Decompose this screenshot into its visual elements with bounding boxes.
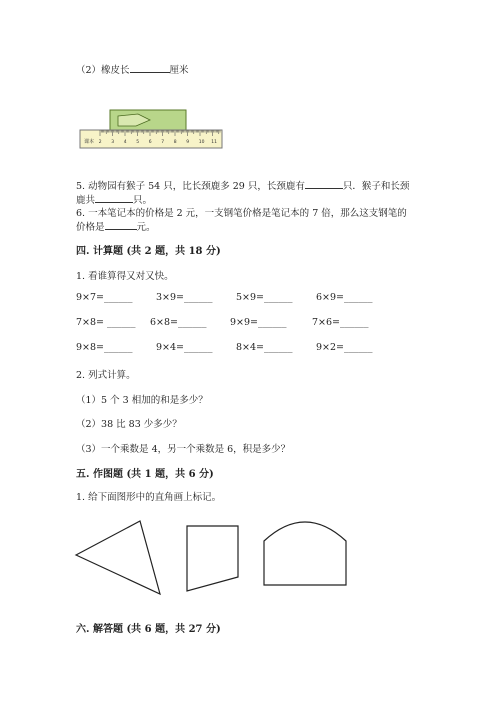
q6-line1: 6. 一本笔记本的价格是 2 元，一支钢笔价格是笔记本的 7 倍，那么这支钢笔的 [76,208,407,219]
section6-title: 六. 解答题 (共 6 题，共 27 分) [76,624,221,635]
arched-shape[interactable] [264,522,346,585]
calc-item[interactable]: 3×9=______ [156,292,213,303]
q2-eraser-text: （2）橡皮长 [76,65,130,76]
calc-item[interactable]: 5×9=______ [236,292,293,303]
calc2-title: 2. 列式计算。 [76,370,136,381]
calc-item[interactable]: 6×8=______ [150,317,207,328]
ruler-number: 3 [111,140,115,145]
calc2-item-3: （3）一个乘数是 4，另一个乘数是 6，积是多少？ [76,444,291,455]
triangle-shape[interactable] [76,521,160,594]
ruler-number: 6 [148,140,152,145]
draw1-title: 1. 给下面图形中的直角画上标记。 [76,492,222,503]
section5-title: 五. 作图题 (共 1 题，共 6 分) [76,469,214,480]
ruler-number: 10 [198,140,205,145]
calc-item[interactable]: 8×4=______ [236,342,293,353]
q5-text-d: 只。 [133,195,153,206]
calc-item[interactable]: 9×4=______ [156,342,213,353]
section4-title: 四. 计算题 (共 2 题，共 18 分) [76,246,221,257]
q6-text-a: 价格是 [76,222,105,233]
quadrilateral-shape[interactable] [187,526,238,591]
ruler-number: 11 [211,140,218,145]
ruler-number: 2 [98,140,102,145]
ruler-number: 4 [123,140,127,145]
calc-item[interactable]: 9×7=______ [76,292,133,303]
q2-eraser-unit: 厘米 [169,65,189,76]
q5-text-c: 鹿共 [76,195,96,206]
q5-text-a: 5. 动物园有猴子 54 只，比长颈鹿多 29 只，长颈鹿有 [76,181,305,192]
calc2-item-1: （1）5 个 3 相加的和是多少？ [76,395,208,406]
q5-text-b: 只．猴子和长颈 [342,181,410,192]
ruler-number: 9 [186,140,190,145]
ruler-label: 课本 [84,139,95,145]
ruler-number: 5 [136,140,140,145]
calc-item[interactable]: 9×8=______ [76,342,133,353]
calc-item[interactable]: 7×8= ______ [76,317,136,328]
ruler-number: 7 [161,140,165,145]
calc-item[interactable]: 9×2=______ [316,342,373,353]
calc-item[interactable]: 9×9=______ [230,317,287,328]
calc-item[interactable]: 7×6=______ [312,317,369,328]
calc2-item-2: （2）38 比 83 少多少？ [76,419,182,430]
q6-text-b: 元。 [136,222,156,233]
calc1-title: 1. 看谁算得又对又快。 [76,271,174,282]
calc-item[interactable]: 6×9=______ [316,292,373,303]
ruler-number: 8 [173,140,177,145]
